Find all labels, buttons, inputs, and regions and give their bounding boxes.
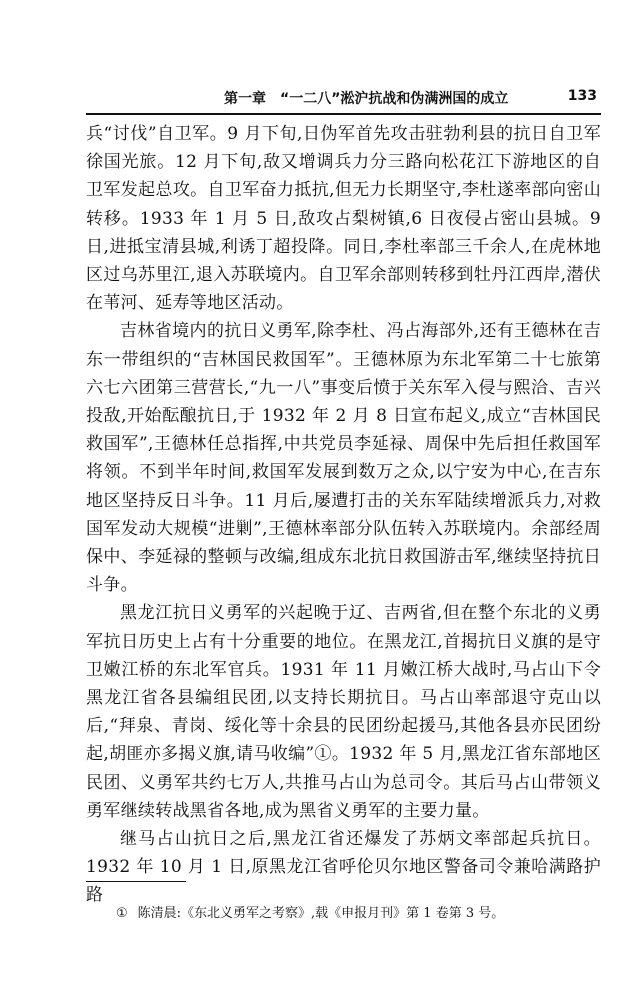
header-rule [86, 113, 601, 115]
running-header [86, 88, 601, 114]
paragraph-1: 兵“讨伐”自卫军。9 月下旬,日伪军首先攻击驻勃利县的抗日自卫军徐国光旅。12 月下旬,敌又增调兵力分三路向松花江下游地区的自卫军发起总攻。自卫军奋力抵抗,但无力长期坚守,李杜遂率部向密山转移。1933 年 1 月 5 日,敌攻占梨树镇,6 日夜侵占密山县城。9 日,进抵宝清县城,利诱丁超投降。同日,李杜率部三千余人,在虎林地区过乌苏里江,退入苏联境内。自卫军余部则转移到牡丹江西岸,潜伏在苇河、延寿等地区活动。 [86, 124, 601, 314]
footnote-mark: ① [116, 906, 128, 921]
paragraph-2: 吉林省境内的抗日义勇军,除李杜、冯占海部外,还有王德林在吉东一带组织的“吉林国民救国军”。王德林原为东北军第二十七旅第六七六团第三营营长,“九一八”事变后愤于关东军入侵与熙洽、吉兴投敌,开始酝酿抗日,于 1932 年 2 月 8 日宣布起义,成立“吉林国民救国军”,王德林任总指挥,中共党员李延禄、周保中先后担任救国军将领。不到半年时间,救国军发展到数万之众,以宁安为中心,在吉东地区坚持反日斗争。11 月后,屡遭打击的关东军陆续增派兵力,对救国军发动大规模“进剿”,王德林率部分队伍转入苏联境内。余部经周保中、李延禄的整顿与改编,组成东北抗日救国游击军,继续坚持抗日斗争。 [86, 321, 601, 596]
page-number: 133 [567, 88, 597, 104]
paragraph-4: 继马占山抗日之后,黑龙江省还爆发了苏炳文率部起兵抗日。1932 年 10 月 1 日,原黑龙江省呼伦贝尔地区警备司令兼哈满路护路 [86, 829, 601, 906]
main-text [86, 120, 601, 910]
paragraph-3: 黑龙江抗日义勇军的兴起晚于辽、吉两省,但在整个东北的义勇军抗日历史上占有十分重要的地位。在黑龙江,首揭抗日义旗的是守卫嫩江桥的东北军官兵。1931 年 11 月嫩江桥大战时,马占山下令黑龙江省各县编组民团,以支持长期抗日。马占山率部退守克山以后,“拜泉、青岗、绥化等十余县的民团纷起援马,其他各县亦民团纷起,胡匪亦多揭义旗,请马收编”①。1932 年 5 月,黑龙江省东部地区民团、义勇军共约七万人,共推马占山为总司令。其后马占山带领义勇军继续转战黑省各地,成为黑省义勇军的主要力量。 [86, 603, 601, 821]
footnote [116, 902, 504, 921]
footnote-rule [86, 881, 186, 882]
footnote-text: 陈清晨:《东北义勇军之考察》,载《申报月刊》第 1 卷第 3 号。 [137, 906, 505, 921]
chapter-title: 第一章 “一二八”淞沪抗战和伪满洲国的成立 [224, 91, 509, 107]
